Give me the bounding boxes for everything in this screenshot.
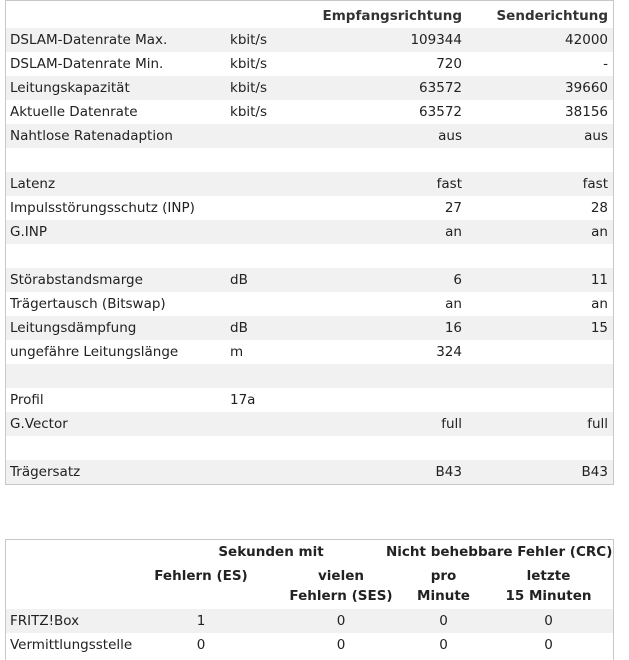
row-unit bbox=[230, 148, 310, 172]
row-label bbox=[10, 436, 225, 460]
dsl-info-table bbox=[5, 0, 614, 485]
row-upstream-value: 28 bbox=[590, 200, 608, 216]
row-downstream-value: 27 bbox=[444, 200, 462, 216]
row-unit bbox=[230, 364, 310, 388]
error-statistics-table bbox=[5, 539, 614, 660]
row-upstream-value: aus bbox=[584, 128, 608, 144]
table-row bbox=[6, 172, 613, 196]
crc-per-minute-value: 0 bbox=[439, 637, 448, 653]
row-upstream-value bbox=[466, 340, 608, 364]
errored-seconds-value: 1 bbox=[196, 613, 206, 629]
table-row bbox=[6, 292, 613, 316]
table-row bbox=[6, 364, 613, 388]
row-label bbox=[10, 364, 225, 388]
header-seconds-with: Sekunden mit bbox=[218, 544, 324, 560]
table-row bbox=[6, 124, 613, 148]
row-unit bbox=[230, 436, 310, 460]
row-unit bbox=[230, 412, 310, 436]
row-upstream-value bbox=[466, 244, 608, 268]
row-downstream-value: aus bbox=[438, 128, 462, 144]
row-upstream-value: 38156 bbox=[565, 104, 608, 120]
row-downstream-value bbox=[306, 388, 462, 412]
header-last-15-line-1: letzte bbox=[526, 568, 571, 584]
row-downstream-value: B43 bbox=[435, 464, 462, 480]
row-downstream-value: 6 bbox=[453, 272, 462, 288]
row-downstream-value: 324 bbox=[436, 344, 462, 360]
row-unit: m bbox=[230, 344, 244, 360]
header-per-minute bbox=[386, 564, 501, 610]
row-label: ungefähre Leitungslänge bbox=[10, 344, 179, 360]
row-label: Trägertausch (Bitswap) bbox=[10, 296, 166, 312]
row-downstream-value: an bbox=[445, 224, 462, 240]
table-row bbox=[6, 28, 613, 52]
error-row-label: Vermittlungsstelle bbox=[10, 637, 133, 653]
row-label: G.INP bbox=[10, 224, 47, 240]
row-unit bbox=[230, 124, 310, 148]
row-upstream-value bbox=[466, 364, 608, 388]
errored-seconds-value: 0 bbox=[196, 637, 206, 653]
row-downstream-value: 720 bbox=[436, 56, 462, 72]
row-label: Latenz bbox=[10, 176, 56, 192]
row-downstream-value bbox=[306, 148, 462, 172]
row-label: DSLAM-Datenrate Min. bbox=[10, 56, 164, 72]
row-label: Impulsstörungsschutz (INP) bbox=[10, 200, 195, 216]
row-unit bbox=[230, 244, 310, 268]
table-row bbox=[6, 340, 613, 364]
row-label bbox=[10, 148, 225, 172]
table-row bbox=[6, 196, 613, 220]
row-label: DSLAM-Datenrate Max. bbox=[10, 32, 168, 48]
row-unit: kbit/s bbox=[230, 56, 268, 72]
row-unit bbox=[230, 460, 310, 484]
row-downstream-value: 63572 bbox=[419, 104, 462, 120]
row-downstream-value: 63572 bbox=[419, 80, 462, 96]
row-unit bbox=[230, 172, 310, 196]
row-upstream-value: 42000 bbox=[565, 32, 608, 48]
table-row bbox=[6, 412, 613, 436]
crc-per-minute-value: 0 bbox=[439, 613, 448, 629]
header-per-minute-line-2: Minute bbox=[417, 588, 470, 604]
row-upstream-value bbox=[466, 436, 608, 460]
header-errored-seconds bbox=[146, 564, 256, 610]
header-uncorrectable-crc: Nicht behebbare Fehler (CRC) bbox=[386, 544, 613, 560]
table-row bbox=[6, 148, 613, 172]
table-row bbox=[6, 52, 613, 76]
row-upstream-value bbox=[466, 388, 608, 412]
row-downstream-value: 16 bbox=[444, 320, 462, 336]
row-label: Aktuelle Datenrate bbox=[10, 104, 138, 120]
table-row bbox=[6, 220, 613, 244]
header-upstream: Senderichtung bbox=[496, 8, 608, 24]
row-unit: 17a bbox=[230, 392, 256, 408]
severely-errored-seconds-value: 0 bbox=[336, 613, 346, 629]
row-upstream-value: full bbox=[587, 416, 608, 432]
row-upstream-value: B43 bbox=[581, 464, 608, 480]
error-row-label: FRITZ!Box bbox=[10, 613, 80, 629]
row-downstream-value bbox=[306, 436, 462, 460]
header-last-15-line-2: 15 Minuten bbox=[505, 588, 592, 604]
row-unit: dB bbox=[230, 272, 248, 288]
row-downstream-value: 109344 bbox=[410, 32, 462, 48]
row-label: Störabstandsmarge bbox=[10, 272, 143, 288]
severely-errored-seconds-value: 0 bbox=[336, 637, 346, 653]
row-downstream-value bbox=[306, 244, 462, 268]
header-es-line-1: Fehlern (ES) bbox=[154, 568, 248, 584]
row-upstream-value: 11 bbox=[590, 272, 608, 288]
crc-last-15-minutes-value: 0 bbox=[544, 613, 553, 629]
crc-last-15-minutes-value: 0 bbox=[544, 637, 553, 653]
table-row bbox=[6, 609, 613, 633]
header-last-15-minutes bbox=[486, 564, 611, 610]
table-row bbox=[6, 633, 613, 657]
row-label: Leitungsdämpfung bbox=[10, 320, 137, 336]
row-unit bbox=[230, 220, 310, 244]
row-unit: kbit/s bbox=[230, 104, 268, 120]
row-downstream-value: fast bbox=[436, 176, 462, 192]
header-ses-line-1: vielen bbox=[318, 568, 364, 584]
table-row bbox=[6, 244, 613, 268]
row-downstream-value bbox=[306, 364, 462, 388]
row-unit: dB bbox=[230, 320, 248, 336]
row-label: Profil bbox=[10, 392, 44, 408]
row-unit bbox=[230, 292, 310, 316]
row-label: Nahtlose Ratenadaption bbox=[10, 128, 173, 144]
row-upstream-value: fast bbox=[582, 176, 608, 192]
row-upstream-value: an bbox=[591, 224, 608, 240]
row-label: Trägersatz bbox=[10, 464, 81, 480]
table-row bbox=[6, 316, 613, 340]
header-per-minute-line-1: pro bbox=[430, 568, 457, 584]
row-label: G.Vector bbox=[10, 416, 68, 432]
table-row bbox=[6, 460, 613, 484]
row-unit: kbit/s bbox=[230, 32, 268, 48]
table-row bbox=[6, 100, 613, 124]
table-row bbox=[6, 268, 613, 292]
row-upstream-value: - bbox=[603, 56, 608, 72]
row-downstream-value: an bbox=[445, 296, 462, 312]
table-row bbox=[6, 388, 613, 412]
row-upstream-value: an bbox=[591, 296, 608, 312]
row-upstream-value bbox=[466, 148, 608, 172]
row-label bbox=[10, 244, 225, 268]
row-upstream-value: 15 bbox=[590, 320, 608, 336]
row-unit: kbit/s bbox=[230, 80, 268, 96]
row-upstream-value: 39660 bbox=[565, 80, 608, 96]
header-downstream: Empfangsrichtung bbox=[322, 8, 462, 24]
table-row bbox=[6, 436, 613, 460]
table-header-row bbox=[6, 4, 613, 28]
row-unit bbox=[230, 196, 310, 220]
header-ses-line-2: Fehlern (SES) bbox=[289, 588, 393, 604]
row-downstream-value: full bbox=[441, 416, 462, 432]
table-row bbox=[6, 76, 613, 100]
row-label: Leitungskapazität bbox=[10, 80, 130, 96]
